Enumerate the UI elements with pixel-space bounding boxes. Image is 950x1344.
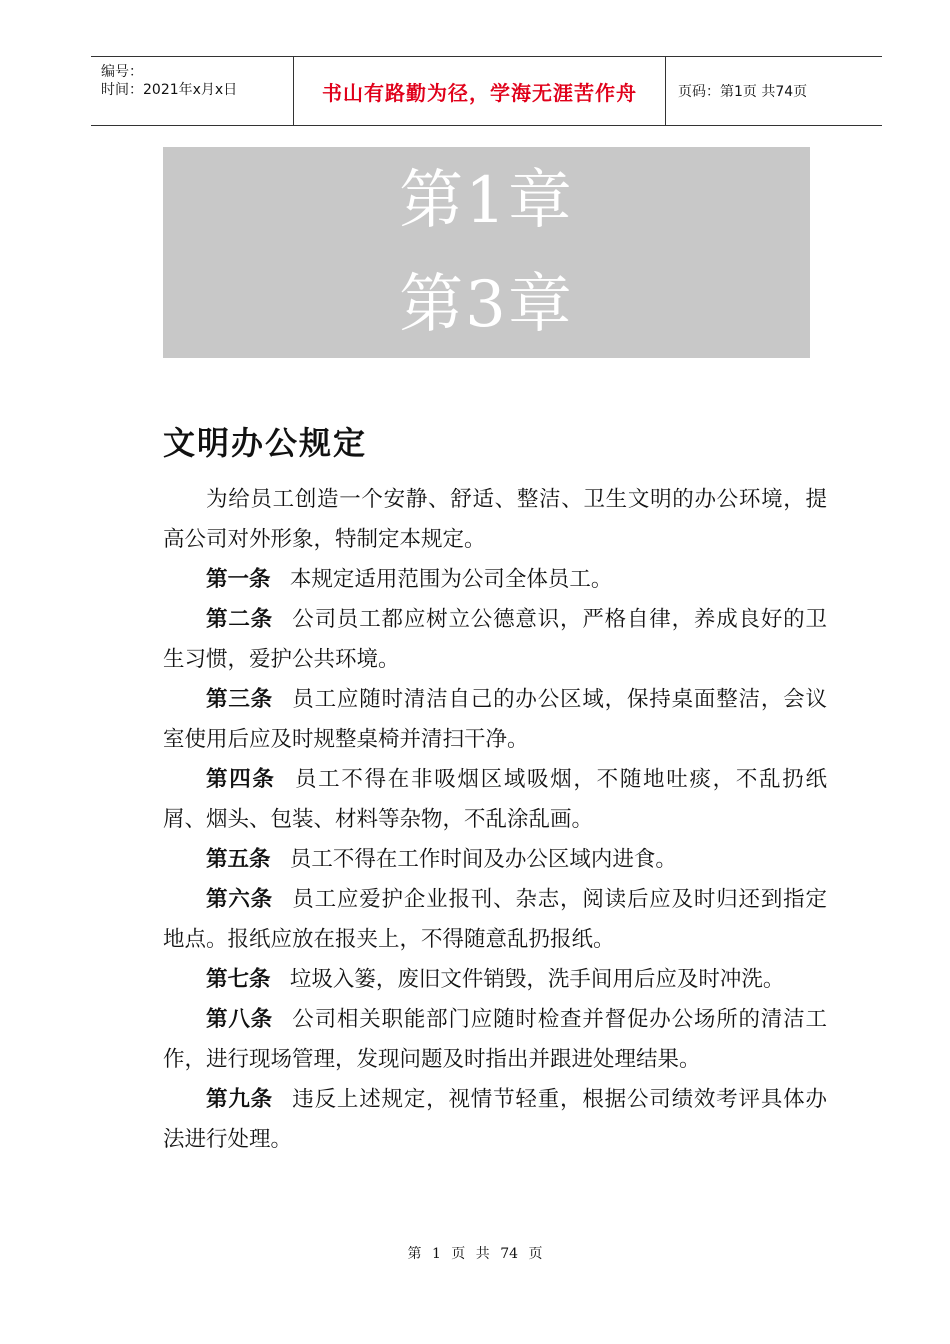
article-text: 违反上述规定，视情节轻重，根据公司绩效考评具体办法进行处理。 [163,1087,827,1152]
article-2 [163,600,827,680]
article-text: 公司相关职能部门应随时检查并督促办公场所的清洁工作，进行现场管理，发现问题及时指出并跟进处理结果。 [163,1007,827,1072]
header-meta [91,57,293,125]
article-label: 第二条 [206,607,273,632]
article-label: 第六条 [206,887,273,912]
motto-text: 书山有路勤为径，学海无涯苦作舟 [322,80,637,105]
article-label: 第九条 [206,1087,273,1112]
article-text: 员工应爱护企业报刊、杂志，阅读后应及时归还到指定地点。报纸应放在报夹上，不得随意乱扔报纸。 [163,887,827,952]
page-header [91,56,882,126]
header-page-info [666,57,882,125]
article-8 [163,1000,827,1080]
article-label: 第三条 [206,687,273,712]
article-1 [163,560,827,600]
article-text: 垃圾入篓，废旧文件销毁，洗手间用后应及时冲洗。 [289,967,785,992]
article-9 [163,1080,827,1160]
document-date: 时间：2021年x月x日 [101,82,238,98]
article-label: 第一条 [206,567,271,592]
document-number-label: 编号： [101,64,143,80]
chapter-line-1: 第1章 [399,163,574,238]
article-label: 第七条 [206,967,271,992]
article-4 [163,760,827,840]
article-text: 公司员工都应树立公德意识，严格自律，养成良好的卫生习惯，爱护公共环境。 [163,607,827,672]
article-7 [163,960,827,1000]
page-info-text: 页码：第1页 共74页 [678,84,808,100]
intro-paragraph: 为给员工创造一个安静、舒适、整洁、卫生文明的办公环境，提高公司对外形象，特制定本规定。 [163,487,827,552]
chapter-line-2: 第3章 [399,267,574,342]
article-text: 员工不得在非吸烟区域吸烟，不随地吐痰，不乱扔纸屑、烟头、包装、材料等杂物，不乱涂乱画。 [163,767,827,832]
article-label: 第五条 [206,847,271,872]
article-6 [163,880,827,960]
chapter-banner [163,147,810,358]
article-label: 第八条 [206,1007,273,1032]
article-label: 第四条 [206,767,276,792]
article-text: 员工不得在工作时间及办公区域内进食。 [289,847,677,872]
document-body [163,480,827,1160]
header-motto [293,57,666,125]
page-footer: 第 1 页 共 74 页 [407,1246,543,1262]
article-3 [163,680,827,760]
article-5 [163,840,827,880]
article-text: 本规定适用范围为公司全体员工。 [289,567,613,592]
article-text: 员工应随时清洁自己的办公区域，保持桌面整洁，会议室使用后应及时规整桌椅并清扫干净。 [163,687,827,752]
document-title: 文明办公规定 [163,424,368,462]
